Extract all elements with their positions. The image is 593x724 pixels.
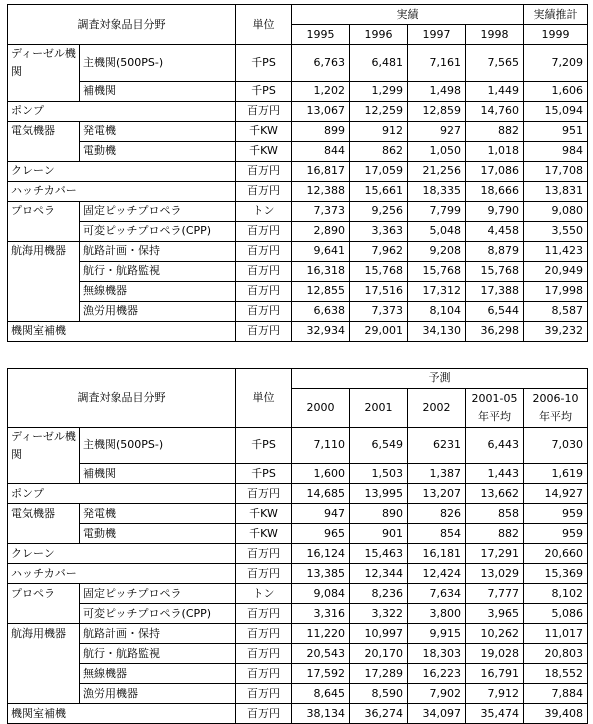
table-row xyxy=(8,564,588,584)
category-cell xyxy=(8,301,80,321)
value-cell: 12,344 xyxy=(350,564,408,584)
value-cell: 1,018 xyxy=(466,141,524,161)
year-header: 2002 xyxy=(408,388,466,427)
value-cell: 1,503 xyxy=(350,464,408,484)
value-cell: 959 xyxy=(524,504,588,524)
value-cell: 3,363 xyxy=(350,221,408,241)
year-header: 1995 xyxy=(292,25,350,45)
value-cell: 890 xyxy=(350,504,408,524)
year-header: 1998 xyxy=(466,25,524,45)
forecast-table-body xyxy=(8,427,588,724)
value-cell: 5,048 xyxy=(408,221,466,241)
value-cell: 1,050 xyxy=(408,141,466,161)
table-row xyxy=(8,524,588,544)
value-cell: 17,708 xyxy=(524,161,588,181)
subcategory-cell: 航行・航路監視 xyxy=(80,644,236,664)
value-cell: 7,565 xyxy=(466,45,524,82)
value-cell: 8,645 xyxy=(292,684,350,704)
value-cell: 9,641 xyxy=(292,241,350,261)
unit-header: 単位 xyxy=(236,5,292,45)
table-row xyxy=(8,684,588,704)
value-cell: 1,449 xyxy=(466,81,524,101)
category-cell: 機関室補機 xyxy=(8,321,236,341)
unit-cell: 百万円 xyxy=(236,624,292,644)
value-cell: 7,962 xyxy=(350,241,408,261)
table-row xyxy=(8,544,588,564)
category-cell xyxy=(8,644,80,664)
unit-cell: 千KW xyxy=(236,524,292,544)
value-cell: 959 xyxy=(524,524,588,544)
value-cell: 7,110 xyxy=(292,427,350,464)
year-header: 2000 xyxy=(292,388,350,427)
value-cell: 17,059 xyxy=(350,161,408,181)
value-cell: 6,763 xyxy=(292,45,350,82)
value-cell: 951 xyxy=(524,121,588,141)
category-cell xyxy=(8,664,80,684)
value-cell: 35,474 xyxy=(466,704,524,724)
value-cell: 29,001 xyxy=(350,321,408,341)
value-cell: 882 xyxy=(466,524,524,544)
category-cell xyxy=(8,684,80,704)
value-cell: 16,181 xyxy=(408,544,466,564)
value-cell: 13,831 xyxy=(524,181,588,201)
table-row xyxy=(8,584,588,604)
value-cell: 927 xyxy=(408,121,466,141)
unit-cell: 百万円 xyxy=(236,241,292,261)
value-cell: 1,498 xyxy=(408,81,466,101)
table-row xyxy=(8,221,588,241)
avg-2006-10-line1: 2006-10 xyxy=(527,390,584,408)
subcategory-cell: 発電機 xyxy=(80,504,236,524)
category-cell: 機関室補機 xyxy=(8,704,236,724)
table-row xyxy=(8,504,588,524)
value-cell: 1,443 xyxy=(466,464,524,484)
value-cell: 15,369 xyxy=(524,564,588,584)
unit-cell: 百万円 xyxy=(236,484,292,504)
actual-header: 実績 xyxy=(292,5,524,25)
unit-cell: 百万円 xyxy=(236,564,292,584)
category-cell: プロペラ xyxy=(8,201,80,221)
value-cell: 16,223 xyxy=(408,664,466,684)
unit-cell: 百万円 xyxy=(236,181,292,201)
value-cell: 5,086 xyxy=(524,604,588,624)
value-cell: 6231 xyxy=(408,427,466,464)
value-cell: 17,289 xyxy=(350,664,408,684)
value-cell: 16,817 xyxy=(292,161,350,181)
value-cell: 12,855 xyxy=(292,281,350,301)
value-cell: 16,318 xyxy=(292,261,350,281)
value-cell: 15,661 xyxy=(350,181,408,201)
table-row xyxy=(8,427,588,464)
value-cell: 899 xyxy=(292,121,350,141)
unit-cell: トン xyxy=(236,201,292,221)
value-cell: 7,884 xyxy=(524,684,588,704)
value-cell: 6,638 xyxy=(292,301,350,321)
value-cell: 965 xyxy=(292,524,350,544)
subcategory-cell: 航路計画・保持 xyxy=(80,624,236,644)
value-cell: 15,768 xyxy=(350,261,408,281)
subcategory-cell: 航路計画・保持 xyxy=(80,241,236,261)
subcategory-cell: 主機関(500PS-) xyxy=(80,427,236,464)
year-header: 1999 xyxy=(524,25,588,45)
value-cell: 17,592 xyxy=(292,664,350,684)
value-cell: 36,298 xyxy=(466,321,524,341)
table-row xyxy=(8,101,588,121)
forecast-header: 予測 xyxy=(292,368,588,388)
unit-cell: 千KW xyxy=(236,121,292,141)
value-cell: 1,387 xyxy=(408,464,466,484)
table-row xyxy=(8,281,588,301)
value-cell: 6,443 xyxy=(466,427,524,464)
value-cell: 15,768 xyxy=(408,261,466,281)
category-cell: 航海用機器 xyxy=(8,624,80,644)
value-cell: 20,170 xyxy=(350,644,408,664)
category-cell: プロペラ xyxy=(8,584,80,604)
value-cell: 12,388 xyxy=(292,181,350,201)
unit-cell: 百万円 xyxy=(236,221,292,241)
value-cell: 17,998 xyxy=(524,281,588,301)
value-cell: 6,549 xyxy=(350,427,408,464)
avg-2001-05-line2: 年平均 xyxy=(469,408,520,426)
table-row xyxy=(8,644,588,664)
subcategory-cell: 補機関 xyxy=(80,81,236,101)
value-cell: 882 xyxy=(466,121,524,141)
subcategory-cell: 無線機器 xyxy=(80,281,236,301)
value-cell: 32,934 xyxy=(292,321,350,341)
value-cell: 12,424 xyxy=(408,564,466,584)
subcategory-cell: 無線機器 xyxy=(80,664,236,684)
subcategory-cell: 主機関(500PS-) xyxy=(80,45,236,82)
subcategory-cell: 漁労用機器 xyxy=(80,301,236,321)
unit-cell: 千KW xyxy=(236,504,292,524)
value-cell: 20,803 xyxy=(524,644,588,664)
category-cell: ハッチカバー xyxy=(8,181,236,201)
avg-2006-10-header xyxy=(524,388,588,427)
category-cell xyxy=(8,221,80,241)
value-cell: 11,423 xyxy=(524,241,588,261)
value-cell: 7,799 xyxy=(408,201,466,221)
value-cell: 844 xyxy=(292,141,350,161)
value-cell: 39,232 xyxy=(524,321,588,341)
category-cell xyxy=(8,524,80,544)
value-cell: 3,316 xyxy=(292,604,350,624)
subcategory-cell: 固定ピッチプロペラ xyxy=(80,201,236,221)
value-cell: 17,312 xyxy=(408,281,466,301)
results-table xyxy=(7,4,588,342)
unit-cell: 百万円 xyxy=(236,301,292,321)
unit-header: 単位 xyxy=(236,368,292,427)
table-row xyxy=(8,201,588,221)
unit-cell: 百万円 xyxy=(236,684,292,704)
value-cell: 8,104 xyxy=(408,301,466,321)
value-cell: 9,084 xyxy=(292,584,350,604)
value-cell: 862 xyxy=(350,141,408,161)
value-cell: 19,028 xyxy=(466,644,524,664)
unit-cell: 百万円 xyxy=(236,101,292,121)
subcategory-cell: 固定ピッチプロペラ xyxy=(80,584,236,604)
value-cell: 15,768 xyxy=(466,261,524,281)
unit-cell: 千PS xyxy=(236,464,292,484)
value-cell: 15,094 xyxy=(524,101,588,121)
table-row xyxy=(8,664,588,684)
category-cell: ディーゼル機関 xyxy=(8,427,80,464)
table-row xyxy=(8,241,588,261)
value-cell: 1,600 xyxy=(292,464,350,484)
value-cell: 3,550 xyxy=(524,221,588,241)
value-cell: 9,915 xyxy=(408,624,466,644)
value-cell: 912 xyxy=(350,121,408,141)
value-cell: 854 xyxy=(408,524,466,544)
value-cell: 8,236 xyxy=(350,584,408,604)
value-cell: 1,619 xyxy=(524,464,588,484)
category-cell: ポンプ xyxy=(8,484,236,504)
value-cell: 13,662 xyxy=(466,484,524,504)
value-cell: 7,912 xyxy=(466,684,524,704)
subcategory-cell: 航行・航路監視 xyxy=(80,261,236,281)
value-cell: 6,481 xyxy=(350,45,408,82)
value-cell: 17,516 xyxy=(350,281,408,301)
value-cell: 1,606 xyxy=(524,81,588,101)
table-row xyxy=(8,301,588,321)
value-cell: 20,660 xyxy=(524,544,588,564)
category-cell: クレーン xyxy=(8,161,236,181)
value-cell: 3,965 xyxy=(466,604,524,624)
value-cell: 7,373 xyxy=(350,301,408,321)
value-cell: 8,590 xyxy=(350,684,408,704)
value-cell: 7,777 xyxy=(466,584,524,604)
category-cell xyxy=(8,81,80,101)
unit-cell: 百万円 xyxy=(236,321,292,341)
field-header: 調査対象品目分野 xyxy=(8,5,236,45)
category-cell: ポンプ xyxy=(8,101,236,121)
subcategory-cell: 可変ピッチプロペラ(CPP) xyxy=(80,604,236,624)
table-row xyxy=(8,321,588,341)
value-cell: 18,303 xyxy=(408,644,466,664)
value-cell: 8,879 xyxy=(466,241,524,261)
unit-cell: 百万円 xyxy=(236,644,292,664)
value-cell: 12,259 xyxy=(350,101,408,121)
value-cell: 3,322 xyxy=(350,604,408,624)
value-cell: 858 xyxy=(466,504,524,524)
value-cell: 13,207 xyxy=(408,484,466,504)
value-cell: 9,080 xyxy=(524,201,588,221)
value-cell: 18,552 xyxy=(524,664,588,684)
unit-cell: 千PS xyxy=(236,45,292,82)
unit-cell: 百万円 xyxy=(236,161,292,181)
value-cell: 38,134 xyxy=(292,704,350,724)
value-cell: 7,209 xyxy=(524,45,588,82)
subcategory-cell: 可変ピッチプロペラ(CPP) xyxy=(80,221,236,241)
category-cell: 航海用機器 xyxy=(8,241,80,261)
value-cell: 16,791 xyxy=(466,664,524,684)
value-cell: 2,890 xyxy=(292,221,350,241)
year-header: 1996 xyxy=(350,25,408,45)
unit-cell: 千KW xyxy=(236,141,292,161)
table-row xyxy=(8,45,588,82)
year-header: 2001 xyxy=(350,388,408,427)
value-cell: 15,463 xyxy=(350,544,408,564)
value-cell: 11,220 xyxy=(292,624,350,644)
unit-cell: 百万円 xyxy=(236,544,292,564)
value-cell: 21,256 xyxy=(408,161,466,181)
year-header: 1997 xyxy=(408,25,466,45)
field-header: 調査対象品目分野 xyxy=(8,368,236,427)
value-cell: 16,124 xyxy=(292,544,350,564)
category-cell xyxy=(8,464,80,484)
value-cell: 7,030 xyxy=(524,427,588,464)
value-cell: 984 xyxy=(524,141,588,161)
unit-cell: 百万円 xyxy=(236,261,292,281)
value-cell: 13,995 xyxy=(350,484,408,504)
subcategory-cell: 漁労用機器 xyxy=(80,684,236,704)
value-cell: 36,274 xyxy=(350,704,408,724)
value-cell: 34,130 xyxy=(408,321,466,341)
value-cell: 947 xyxy=(292,504,350,524)
category-cell xyxy=(8,281,80,301)
value-cell: 14,685 xyxy=(292,484,350,504)
category-cell: ハッチカバー xyxy=(8,564,236,584)
value-cell: 14,927 xyxy=(524,484,588,504)
subcategory-cell: 補機関 xyxy=(80,464,236,484)
unit-cell: 千PS xyxy=(236,427,292,464)
table-row xyxy=(8,484,588,504)
value-cell: 1,299 xyxy=(350,81,408,101)
value-cell: 13,029 xyxy=(466,564,524,584)
value-cell: 901 xyxy=(350,524,408,544)
value-cell: 3,800 xyxy=(408,604,466,624)
tables-container xyxy=(7,4,587,724)
results-table-body xyxy=(8,45,588,342)
avg-2001-05-header xyxy=(466,388,524,427)
value-cell: 14,760 xyxy=(466,101,524,121)
unit-cell: 百万円 xyxy=(236,281,292,301)
value-cell: 8,102 xyxy=(524,584,588,604)
value-cell: 34,097 xyxy=(408,704,466,724)
value-cell: 12,859 xyxy=(408,101,466,121)
value-cell: 7,902 xyxy=(408,684,466,704)
table-row xyxy=(8,121,588,141)
table-row xyxy=(8,261,588,281)
value-cell: 9,208 xyxy=(408,241,466,261)
table-row xyxy=(8,624,588,644)
value-cell: 17,388 xyxy=(466,281,524,301)
table-row xyxy=(8,604,588,624)
value-cell: 20,949 xyxy=(524,261,588,281)
value-cell: 4,458 xyxy=(466,221,524,241)
avg-2006-10-line2: 年平均 xyxy=(527,408,584,426)
unit-cell: 千PS xyxy=(236,81,292,101)
value-cell: 9,790 xyxy=(466,201,524,221)
subcategory-cell: 電動機 xyxy=(80,141,236,161)
table-row xyxy=(8,81,588,101)
value-cell: 13,385 xyxy=(292,564,350,584)
value-cell: 1,202 xyxy=(292,81,350,101)
value-cell: 6,544 xyxy=(466,301,524,321)
unit-cell: 百万円 xyxy=(236,664,292,684)
unit-cell: トン xyxy=(236,584,292,604)
value-cell: 10,997 xyxy=(350,624,408,644)
category-cell: 電気機器 xyxy=(8,121,80,141)
table-row xyxy=(8,161,588,181)
table-row xyxy=(8,181,588,201)
category-cell: 電気機器 xyxy=(8,504,80,524)
value-cell: 10,262 xyxy=(466,624,524,644)
value-cell: 826 xyxy=(408,504,466,524)
unit-cell: 百万円 xyxy=(236,704,292,724)
value-cell: 7,161 xyxy=(408,45,466,82)
subcategory-cell: 発電機 xyxy=(80,121,236,141)
subcategory-cell: 電動機 xyxy=(80,524,236,544)
category-cell xyxy=(8,141,80,161)
category-cell xyxy=(8,604,80,624)
category-cell xyxy=(8,261,80,281)
value-cell: 17,291 xyxy=(466,544,524,564)
table-row xyxy=(8,704,588,724)
value-cell: 9,256 xyxy=(350,201,408,221)
value-cell: 20,543 xyxy=(292,644,350,664)
forecast-table xyxy=(7,368,588,724)
estimate-header: 実績推計 xyxy=(524,5,588,25)
value-cell: 8,587 xyxy=(524,301,588,321)
value-cell: 18,335 xyxy=(408,181,466,201)
value-cell: 13,067 xyxy=(292,101,350,121)
category-cell: クレーン xyxy=(8,544,236,564)
value-cell: 39,408 xyxy=(524,704,588,724)
unit-cell: 百万円 xyxy=(236,604,292,624)
value-cell: 7,634 xyxy=(408,584,466,604)
value-cell: 17,086 xyxy=(466,161,524,181)
value-cell: 18,666 xyxy=(466,181,524,201)
table-row xyxy=(8,464,588,484)
value-cell: 7,373 xyxy=(292,201,350,221)
avg-2001-05-line1: 2001-05 xyxy=(469,390,520,408)
table-row xyxy=(8,141,588,161)
value-cell: 11,017 xyxy=(524,624,588,644)
category-cell: ディーゼル機関 xyxy=(8,45,80,82)
